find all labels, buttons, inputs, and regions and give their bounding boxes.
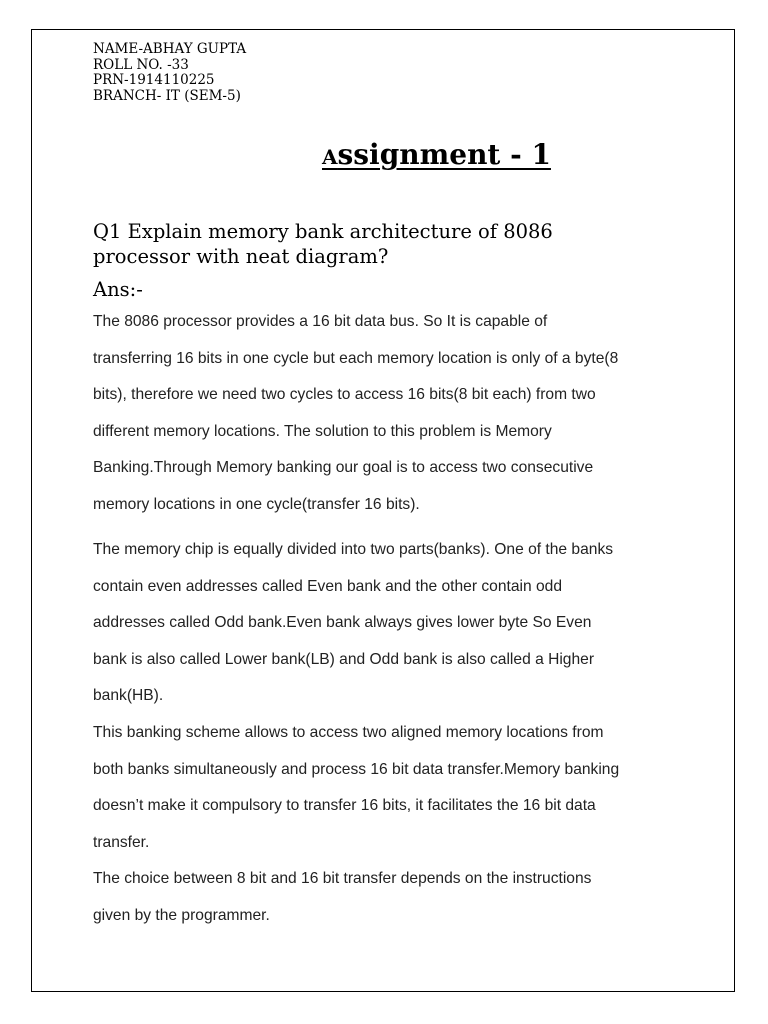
paragraph-1 (93, 314, 693, 534)
answer-label: Ans:- (93, 278, 143, 301)
paragraph-line: Banking.Through Memory banking our goal is to access two consecutive (93, 459, 594, 477)
paragraph-line: The choice between 8 bit and 16 bit transfer depends on the instructions (93, 870, 592, 888)
title-first-letter: A (322, 145, 338, 169)
page-title (322, 138, 551, 171)
paragraph-line: addresses called Odd bank.Even bank always gives lower byte So Even (93, 614, 592, 632)
question-line: Q1 Explain memory bank architecture of 8086 (93, 220, 553, 243)
paragraph-line: doesn’t make it compulsory to transfer 16 bits, it facilitates the 16 bit data (93, 797, 596, 815)
paragraph-line: bits), therefore we need two cycles to access 16 bits(8 bit each) from two (93, 386, 596, 404)
paragraph-line: transfer. (93, 833, 150, 851)
question-text (93, 219, 653, 269)
roll-number: ROLL NO. -33 (93, 56, 189, 73)
question-line: processor with neat diagram? (93, 245, 389, 268)
paragraph-line: memory locations in one cycle(transfer 16 bits). (93, 495, 420, 513)
paragraph-line: both banks simultaneously and process 16 bit data transfer.Memory banking (93, 760, 620, 778)
paragraph-line: This banking scheme allows to access two aligned memory locations from (93, 723, 604, 741)
paragraph-line: bank(HB). (93, 687, 164, 705)
title-rest: ssignment - 1 (337, 138, 551, 171)
branch: BRANCH- IT (SEM-5) (93, 87, 241, 104)
paragraph-line: transferring 16 bits in one cycle but each memory location is only of a byte(8 (93, 349, 619, 367)
paragraph-line: contain even addresses called Even bank and the other contain odd (93, 577, 563, 595)
prn-number: PRN-1914110225 (93, 72, 215, 88)
student-name: NAME-ABHAY GUPTA (93, 41, 247, 57)
paragraph-2 (93, 542, 693, 945)
paragraph-line: The memory chip is equally divided into two parts(banks). One of the banks (93, 541, 614, 558)
paragraph-line: given by the programmer. (93, 906, 270, 924)
paragraph-line: bank is also called Lower bank(LB) and Odd bank is also called a Higher (93, 650, 595, 668)
student-info (93, 42, 246, 104)
paragraph-line: different memory locations. The solution to this problem is Memory (93, 422, 552, 440)
paragraph-line: The 8086 processor provides a 16 bit data bus. So It is capable of (93, 313, 548, 330)
